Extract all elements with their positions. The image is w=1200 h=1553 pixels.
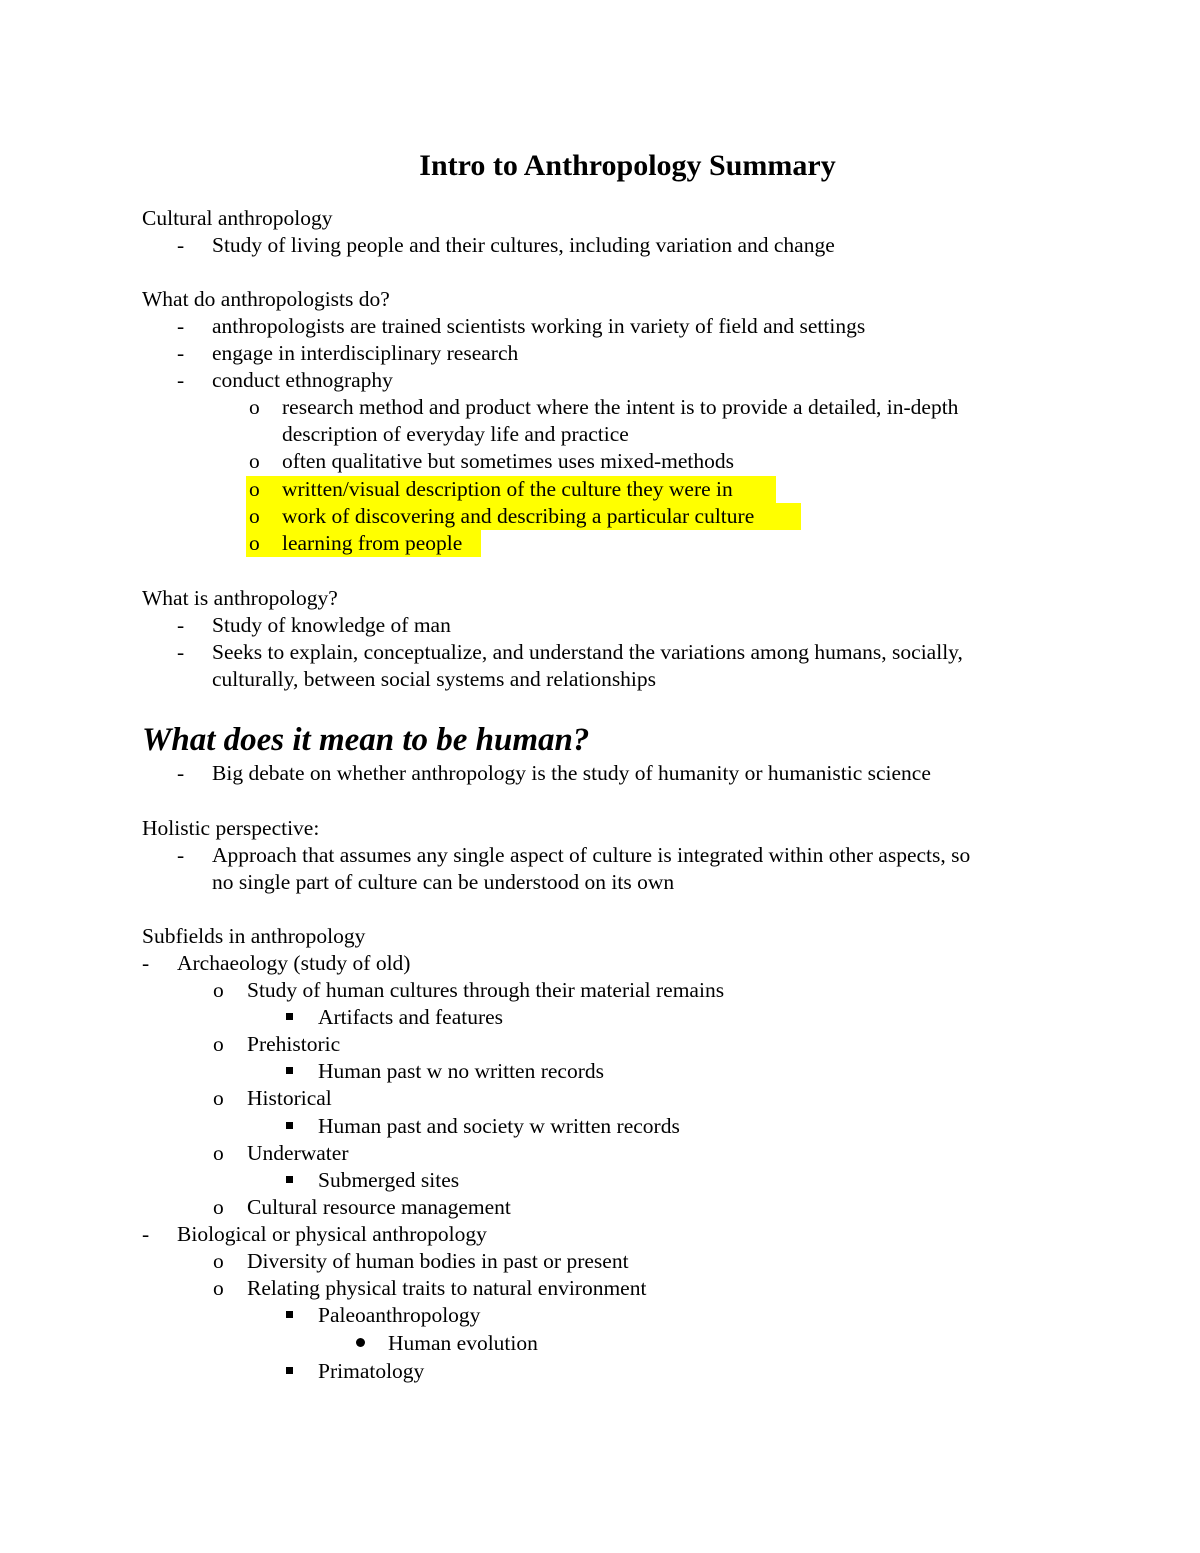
- section-heading-holistic: Holistic perspective:: [142, 816, 320, 840]
- sub-list-item: Prehistoric: [247, 1032, 341, 1056]
- sub-sub-list-item: Paleoanthropology: [318, 1303, 481, 1327]
- square-bullet: [286, 1176, 293, 1183]
- sub-list-item: Study of human cultures through their material remains: [247, 978, 725, 1002]
- sub-list-item: often qualitative but sometimes uses mixed-methods: [282, 449, 735, 473]
- section-heading-subfields: Subfields in anthropology: [142, 924, 366, 948]
- sub-list-item: Relating physical traits to natural environment: [247, 1276, 647, 1300]
- square-bullet: [286, 1067, 293, 1074]
- list-item: Study of living people and their cultures, including variation and change: [212, 233, 835, 257]
- dash-bullet: -: [177, 843, 185, 867]
- sub-sub-list-item: Artifacts and features: [318, 1005, 504, 1029]
- circle-bullet: o: [213, 1276, 224, 1300]
- dash-bullet: -: [142, 1222, 150, 1246]
- square-bullet: [286, 1122, 293, 1129]
- list-item: anthropologists are trained scientists working in variety of field and settings: [212, 314, 866, 338]
- list-item: Seeks to explain, conceptualize, and understand the variations among humans, socially,: [212, 640, 963, 664]
- square-bullet: [286, 1367, 293, 1374]
- list-item: conduct ethnography: [212, 368, 393, 392]
- circle-bullet: o: [213, 1032, 224, 1056]
- list-item: engage in interdisciplinary research: [212, 341, 519, 365]
- dash-bullet: -: [142, 951, 150, 975]
- circle-bullet: o: [249, 531, 260, 555]
- circle-bullet: o: [213, 978, 224, 1002]
- list-item: Approach that assumes any single aspect of culture is integrated within other aspects, so: [212, 843, 971, 867]
- sub-list-item: Diversity of human bodies in past or present: [247, 1249, 629, 1273]
- sub-sub-sub-list-item: Human evolution: [388, 1331, 538, 1355]
- dash-bullet: -: [177, 314, 185, 338]
- circle-bullet: o: [249, 449, 260, 473]
- sub-list-item: Historical: [247, 1086, 332, 1110]
- sub-sub-list-item: Primatology: [318, 1359, 425, 1383]
- section-heading-human: What does it mean to be human?: [142, 722, 590, 758]
- list-item: Archaeology (study of old): [177, 951, 411, 975]
- section-heading-what-is: What is anthropology?: [142, 586, 338, 610]
- circle-bullet: o: [213, 1195, 224, 1219]
- square-bullet: [286, 1013, 293, 1020]
- circle-bullet: o: [249, 395, 260, 419]
- dash-bullet: -: [177, 613, 185, 637]
- list-item: Study of knowledge of man: [212, 613, 451, 637]
- sub-sub-list-item: Human past and society w written records: [318, 1114, 680, 1138]
- sub-list-item: Cultural resource management: [247, 1195, 511, 1219]
- circle-bullet: o: [249, 504, 260, 528]
- sub-list-item: research method and product where the intent is to provide a detailed, in-depth: [282, 395, 959, 419]
- sub-list-item-continuation: description of everyday life and practice: [282, 422, 629, 446]
- square-bullet: [286, 1311, 293, 1318]
- highlighted-sub-list-item: written/visual description of the culture they were in: [282, 477, 733, 501]
- dash-bullet: -: [177, 341, 185, 365]
- list-item-continuation: no single part of culture can be understood on its own: [212, 870, 675, 894]
- document-title: Intro to Anthropology Summary: [419, 149, 836, 182]
- circle-bullet: o: [213, 1141, 224, 1165]
- dash-bullet: -: [177, 640, 185, 664]
- sub-sub-list-item: Human past w no written records: [318, 1059, 604, 1083]
- highlighted-sub-list-item: learning from people: [282, 531, 463, 555]
- dash-bullet: -: [177, 368, 185, 392]
- list-item: Big debate on whether anthropology is the study of humanity or humanistic science: [212, 761, 931, 785]
- circle-bullet: o: [249, 477, 260, 501]
- list-item-continuation: culturally, between social systems and relationships: [212, 667, 657, 691]
- sub-sub-list-item: Submerged sites: [318, 1168, 460, 1192]
- circle-bullet: o: [213, 1249, 224, 1273]
- list-item: Biological or physical anthropology: [177, 1222, 487, 1246]
- dash-bullet: -: [177, 761, 185, 785]
- section-heading-cultural: Cultural anthropology: [142, 206, 333, 230]
- circle-bullet: o: [213, 1086, 224, 1110]
- section-heading-what-do: What do anthropologists do?: [142, 287, 390, 311]
- sub-list-item: Underwater: [247, 1141, 349, 1165]
- dash-bullet: -: [177, 233, 185, 257]
- round-bullet: [356, 1338, 365, 1347]
- highlighted-sub-list-item: work of discovering and describing a particular culture: [282, 504, 755, 528]
